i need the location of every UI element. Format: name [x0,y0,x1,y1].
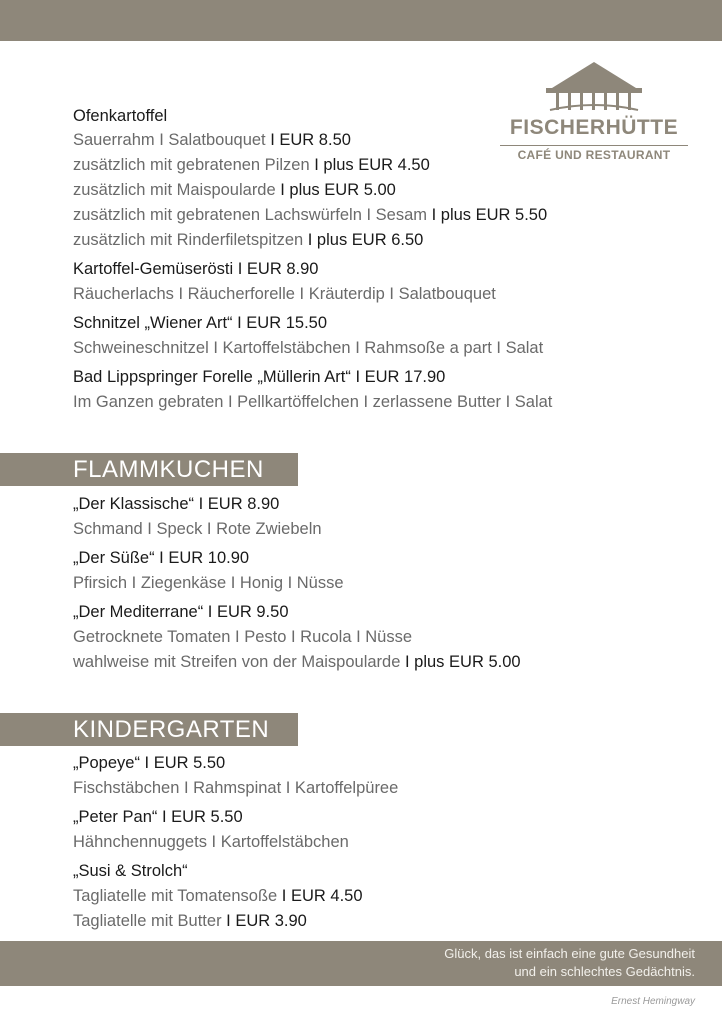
footer-quote [444,945,695,981]
item-desc: Im Ganzen gebraten I Pellkartöffelchen I zerlassene Butter I Salat [73,393,553,411]
item-title: Kartoffel-Gemüserösti I EUR 8.90 [73,260,319,278]
item-desc: zusätzlich mit gebratenen Pilzen I plus EUR 4.50 [73,156,430,174]
item-title: „Popeye“ I EUR 5.50 [73,754,226,772]
item-desc: Hähnchennuggets I Kartoffelstäbchen [73,833,349,851]
item-desc: zusätzlich mit Maispoularde I plus EUR 5.00 [73,181,396,199]
section-title: KINDERGARTEN [73,716,270,743]
item-title: „Der Klassische“ I EUR 8.90 [73,495,280,513]
item-desc: zusätzlich mit gebratenen Lachswürfeln I Sesam I plus EUR 5.50 [73,206,548,224]
item-title: „Susi & Strolch“ [73,862,188,880]
item-desc: Sauerrahm I Salatbouquet I EUR 8.50 [73,131,351,149]
logo-subtitle: CAFÉ UND RESTAURANT [517,148,671,162]
footer-bar [0,941,722,986]
item-title: „Peter Pan“ I EUR 5.50 [73,808,243,826]
item-desc: Räucherlachs I Räucherforelle I Kräuterdip I Salatbouquet [73,285,496,303]
section-header-flammkuchen [0,453,298,486]
item-title: „Der Mediterrane“ I EUR 9.50 [73,603,289,621]
quote-author: Ernest Hemingway [611,996,695,1007]
item-desc: Tagliatelle mit Butter I EUR 3.90 [73,912,307,930]
restaurant-logo [498,60,690,164]
item-desc: Tagliatelle mit Tomatensoße I EUR 4.50 [73,887,363,905]
item-title: „Der Süße“ I EUR 10.90 [73,549,250,567]
item-desc: Pfirsich I Ziegenkäse I Honig I Nüsse [73,574,344,592]
quote-line: und ein schlechtes Gedächtnis. [514,964,695,979]
item-desc: wahlweise mit Streifen von der Maispoularde I plus EUR 5.00 [73,653,521,671]
logo-divider [500,145,688,146]
item-desc: zusätzlich mit Rinderfiletspitzen I plus EUR 6.50 [73,231,424,249]
item-desc: Fischstäbchen I Rahmspinat I Kartoffelpüree [73,779,399,797]
item-title: Bad Lippspringer Forelle „Müllerin Art“ I EUR 17.90 [73,368,446,386]
item-desc: Schmand I Speck I Rote Zwiebeln [73,520,322,538]
top-bar [0,0,722,41]
item-title: Schnitzel „Wiener Art“ I EUR 15.50 [73,314,328,332]
logo-name: FISCHERHÜTTE [509,116,679,139]
item-desc: Getrocknete Tomaten I Pesto I Rucola I Nüsse [73,628,413,646]
item-desc: Schweineschnitzel I Kartoffelstäbchen I Rahmsoße a part I Salat [73,339,544,357]
section-title: FLAMMKUCHEN [73,456,264,483]
item-title: Ofenkartoffel [73,107,168,125]
section-header-kindergarten [0,713,298,746]
hut-roof-icon [542,60,646,112]
quote-line: Glück, das ist einfach eine gute Gesundheit [444,946,695,961]
